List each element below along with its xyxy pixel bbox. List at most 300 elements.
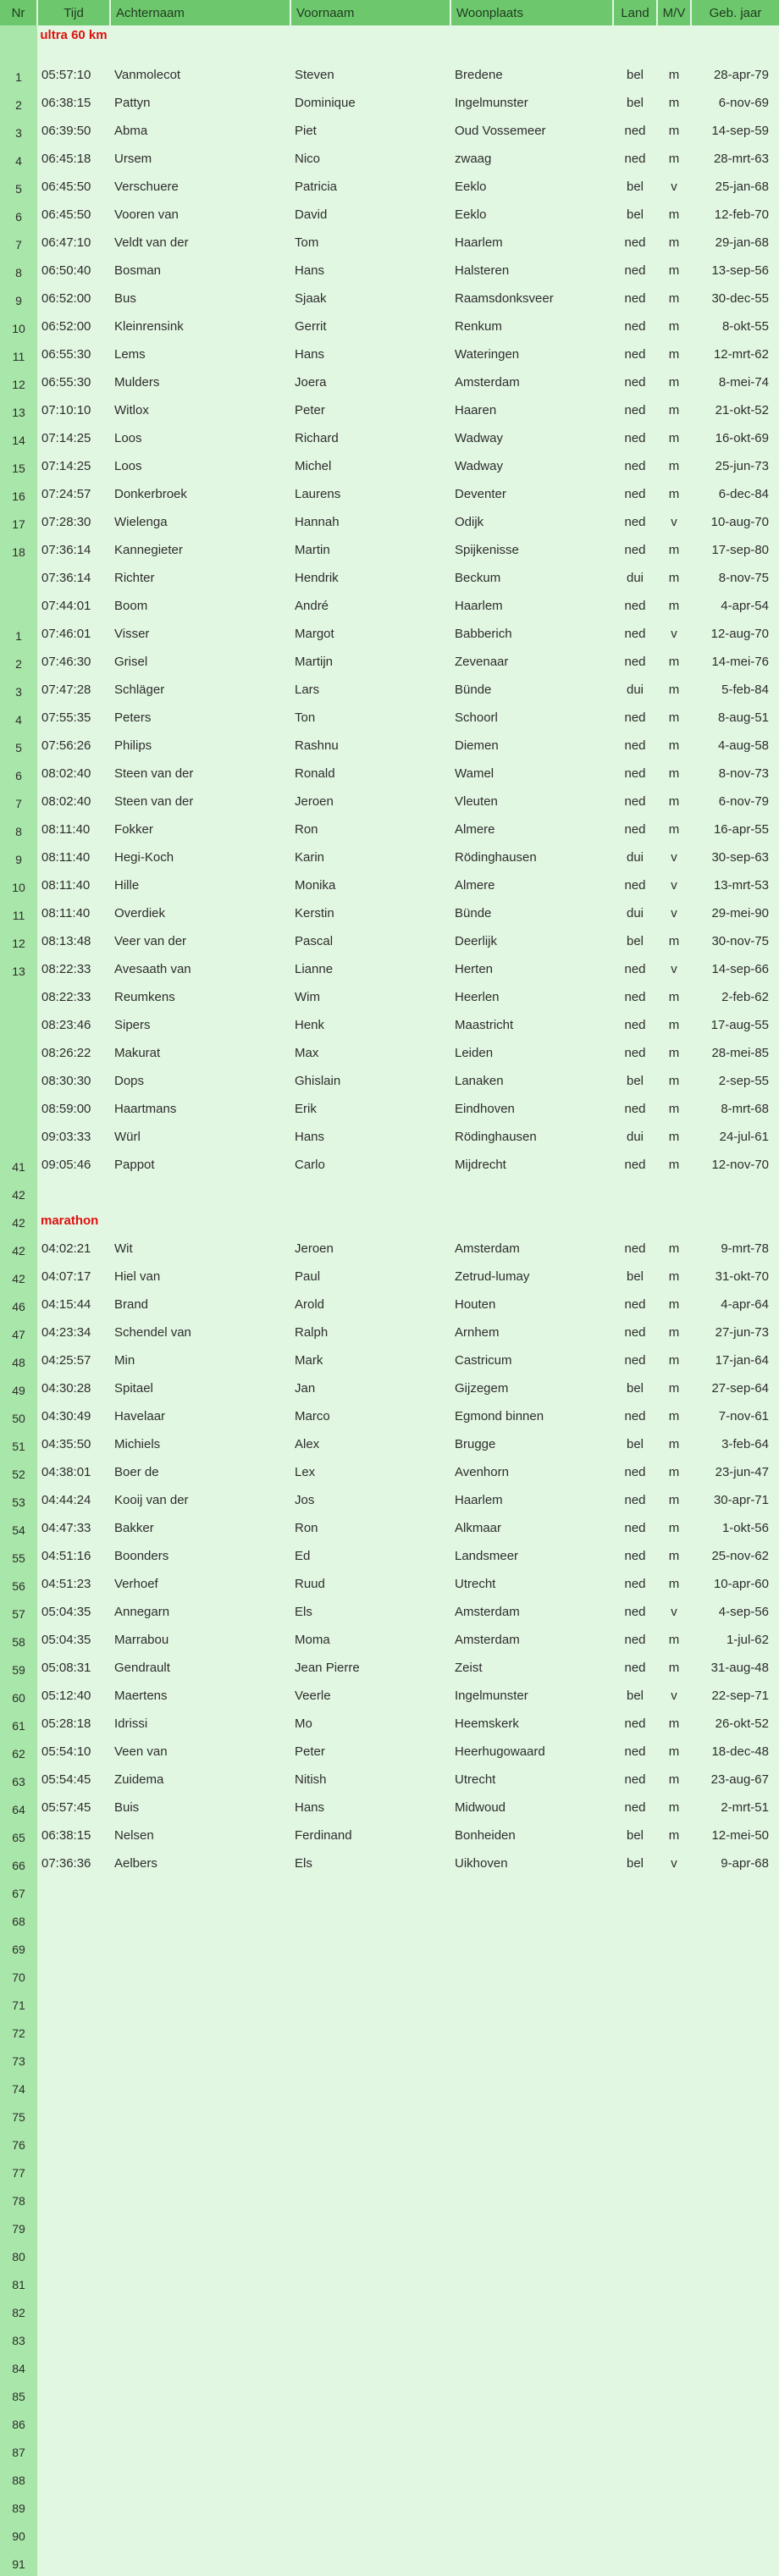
table-row [0, 285, 779, 312]
cell-achternaam: Dops [114, 1074, 145, 1088]
cell-achternaam: Kleinrensink [114, 319, 184, 334]
cell-nr: 75 [0, 2101, 37, 2129]
cell-voornaam: Mark [295, 1353, 323, 1368]
table-row [0, 1626, 779, 1654]
cell-tijd: 07:14:25 [41, 459, 91, 473]
cell-geb-jaar: 21-okt-52 [715, 403, 769, 417]
empty-cell [37, 1961, 779, 1989]
cell-mv: v [671, 850, 677, 865]
cell-land: ned [624, 403, 646, 417]
cell-tijd: 05:57:10 [41, 68, 91, 82]
empty-row [0, 2157, 779, 2185]
cell-woonplaats: Eindhoven [455, 1102, 515, 1116]
header-land: Land [613, 0, 657, 25]
cell-geb-jaar: 8-mei-74 [718, 375, 769, 390]
cell-achternaam: Hiel van [114, 1269, 161, 1284]
cell-land: dui [626, 1130, 644, 1144]
cell-nr: 50 [0, 1402, 37, 1430]
table-row [0, 1263, 779, 1291]
cell-tijd: 04:38:01 [41, 1465, 91, 1479]
cell-geb-jaar: 17-sep-80 [711, 543, 769, 557]
cell-mv: v [671, 878, 677, 893]
cell-woonplaats: Zevenaar [455, 655, 509, 669]
cell-voornaam: Peter [295, 403, 325, 417]
empty-row [0, 1933, 779, 1961]
cell-mv: v [671, 962, 677, 976]
cell-nr: 51 [0, 1430, 37, 1458]
cell-woonplaats: Haarlem [455, 599, 503, 613]
table-row [0, 145, 779, 173]
cell-tijd: 08:23:46 [41, 1018, 91, 1032]
cell-nr: 11 [0, 340, 37, 368]
empty-row [0, 2129, 779, 2157]
cell-geb-jaar: 29-mei-90 [711, 906, 769, 920]
table-row [0, 1598, 779, 1626]
cell-mv: m [668, 1353, 680, 1368]
cell-land: bel [626, 934, 644, 948]
cell-woonplaats: Almere [455, 878, 495, 893]
cell-tijd: 04:25:57 [41, 1353, 91, 1368]
cell-achternaam: Zuidema [114, 1772, 164, 1787]
cell-woonplaats: Castricum [455, 1353, 512, 1368]
cell-woonplaats: Ingelmunster [455, 1689, 528, 1703]
cell-voornaam: Jos [295, 1493, 315, 1507]
cell-tijd: 04:44:24 [41, 1493, 91, 1507]
cell-mv: m [668, 1577, 680, 1591]
cell-land: bel [626, 207, 644, 222]
cell-geb-jaar: 27-sep-64 [711, 1381, 769, 1396]
cell-tijd: 06:52:00 [41, 291, 91, 306]
cell-nr: 13 [0, 955, 37, 983]
cell-nr: 4 [0, 704, 37, 732]
cell-voornaam: Dominique [295, 96, 356, 110]
cell-voornaam: Tom [295, 235, 319, 250]
cell-achternaam: Havelaar [114, 1409, 166, 1423]
cell-achternaam: Vanmolecot [114, 68, 181, 82]
cell-geb-jaar: 2-feb-62 [721, 990, 769, 1004]
cell-woonplaats: Alkmaar [455, 1521, 502, 1535]
cell-nr: 13 [0, 396, 37, 424]
cell-tijd: 04:51:23 [41, 1577, 91, 1591]
table-row [0, 1794, 779, 1821]
cell-voornaam: Peter [295, 1744, 325, 1759]
cell-woonplaats: Bünde [455, 683, 492, 697]
cell-land: ned [624, 431, 646, 445]
empty-row [0, 2101, 779, 2129]
cell-woonplaats: Herten [455, 962, 494, 976]
cell-mv: m [668, 1297, 680, 1312]
cell-land: ned [624, 1661, 646, 1675]
cell-achternaam: Bus [114, 291, 136, 306]
cell-achternaam: Pappot [114, 1158, 155, 1172]
empty-row [0, 2548, 779, 2576]
cell-mv: m [668, 1409, 680, 1423]
cell-woonplaats: Amsterdam [455, 1241, 520, 1256]
cell-nr: 74 [0, 2073, 37, 2101]
cell-tijd: 09:05:46 [41, 1158, 91, 1172]
table-row [0, 396, 779, 424]
cell-land: bel [626, 180, 644, 194]
table-row [0, 1458, 779, 1486]
cell-woonplaats: Wateringen [455, 347, 520, 362]
cell-land: ned [624, 1241, 646, 1256]
cell-tijd: 04:07:17 [41, 1269, 91, 1284]
cell-mv: m [668, 1437, 680, 1451]
cell-woonplaats: Haaren [455, 403, 497, 417]
table-row [0, 1849, 779, 1877]
cell-woonplaats: Leiden [455, 1046, 494, 1060]
cell-nr: 42 [0, 1179, 37, 1207]
cell-voornaam: Kerstin [295, 906, 334, 920]
cell-tijd: 05:54:45 [41, 1772, 91, 1787]
empty-cell [37, 1905, 779, 1933]
cell-tijd: 08:26:22 [41, 1046, 91, 1060]
empty-cell [37, 1877, 779, 1905]
cell-voornaam: Wim [295, 990, 320, 1004]
cell-nr: 78 [0, 2185, 37, 2213]
cell-nr: 42 [0, 1263, 37, 1291]
empty-cell [110, 25, 779, 61]
cell-voornaam: Nitish [295, 1772, 327, 1787]
cell-geb-jaar: 17-aug-55 [710, 1018, 769, 1032]
cell-nr: 52 [0, 1458, 37, 1486]
cell-woonplaats: Diemen [455, 738, 499, 753]
cell-woonplaats: Arnhem [455, 1325, 500, 1340]
cell-voornaam: Gerrit [295, 319, 327, 334]
table-row [0, 1654, 779, 1682]
empty-cell [37, 1179, 779, 1207]
empty-row [0, 2408, 779, 2436]
cell-mv: m [668, 571, 680, 585]
cell-tijd: 08:22:33 [41, 962, 91, 976]
cell-nr: 3 [0, 676, 37, 704]
cell-tijd: 04:02:21 [41, 1241, 91, 1256]
cell-nr: 6 [0, 201, 37, 229]
cell-tijd: 07:36:36 [41, 1856, 91, 1871]
table-row [0, 1766, 779, 1794]
empty-cell [37, 2045, 779, 2073]
empty-cell [37, 2297, 779, 2324]
cell-geb-jaar: 5-feb-84 [721, 683, 769, 697]
cell-achternaam: Schläger [114, 683, 165, 697]
cell-woonplaats: Utrecht [455, 1772, 496, 1787]
cell-mv: m [668, 1521, 680, 1535]
cell-geb-jaar: 12-mei-50 [711, 1828, 769, 1843]
cell-tijd: 05:04:35 [41, 1633, 91, 1647]
cell-land: ned [624, 1493, 646, 1507]
cell-land: dui [626, 683, 644, 697]
table-row [0, 788, 779, 815]
cell-geb-jaar: 30-apr-71 [713, 1493, 769, 1507]
cell-voornaam: Sjaak [295, 291, 327, 306]
cell-tijd: 06:50:40 [41, 263, 91, 278]
cell-woonplaats: Rödinghausen [455, 1130, 537, 1144]
cell-woonplaats: Zeist [455, 1661, 483, 1675]
cell-mv: m [668, 1800, 680, 1815]
cell-mv: m [668, 934, 680, 948]
table-row [0, 1821, 779, 1849]
cell-achternaam: Visser [114, 627, 150, 641]
cell-voornaam: Nico [295, 152, 321, 166]
table-row [0, 899, 779, 927]
cell-woonplaats: Deerlijk [455, 934, 498, 948]
empty-row [0, 2324, 779, 2352]
cell-achternaam: Veen van [114, 1744, 168, 1759]
cell-achternaam: Mulders [114, 375, 160, 390]
cell-woonplaats: Brugge [455, 1437, 496, 1451]
cell-mv: m [668, 207, 680, 222]
cell-achternaam: Verschuere [114, 180, 179, 194]
cell-geb-jaar: 6-nov-69 [718, 96, 769, 110]
cell-nr: 5 [0, 173, 37, 201]
cell-land: ned [624, 1800, 646, 1815]
cell-woonplaats: Zetrud-lumay [455, 1269, 530, 1284]
empty-row [0, 2520, 779, 2548]
cell-woonplaats: Bonheiden [455, 1828, 516, 1843]
cell-woonplaats: Egmond binnen [455, 1409, 544, 1423]
cell-geb-jaar: 31-okt-70 [715, 1269, 769, 1284]
cell-tijd: 04:30:49 [41, 1409, 91, 1423]
section-title-row [0, 1207, 779, 1235]
cell-geb-jaar: 31-aug-48 [710, 1661, 769, 1675]
empty-row [0, 1877, 779, 1905]
cell-nr: 80 [0, 2241, 37, 2269]
cell-woonplaats: Heerlen [455, 990, 500, 1004]
cell-tijd: 04:15:44 [41, 1297, 91, 1312]
cell-land: ned [624, 1633, 646, 1647]
cell-woonplaats: Schoorl [455, 710, 498, 725]
cell-voornaam: Ton [295, 710, 316, 725]
cell-mv: m [668, 794, 680, 809]
cell-achternaam: Min [114, 1353, 135, 1368]
cell-achternaam: Philips [114, 738, 152, 753]
cell-mv: m [668, 990, 680, 1004]
table-row [0, 1430, 779, 1458]
cell-land: ned [624, 990, 646, 1004]
empty-row [0, 1961, 779, 1989]
cell-geb-jaar: 13-sep-56 [711, 263, 769, 278]
cell-geb-jaar: 8-nov-73 [718, 766, 769, 781]
cell-achternaam: Avesaath van [114, 962, 191, 976]
cell-nr [0, 1039, 37, 1067]
cell-woonplaats: Amsterdam [455, 1605, 520, 1619]
cell-woonplaats: zwaag [455, 152, 492, 166]
cell-voornaam: Els [295, 1856, 312, 1871]
cell-nr: 49 [0, 1374, 37, 1402]
cell-tijd: 06:45:50 [41, 207, 91, 222]
cell-achternaam: Michiels [114, 1437, 161, 1451]
cell-geb-jaar: 4-apr-64 [721, 1297, 769, 1312]
cell-mv: m [668, 1325, 680, 1340]
table-row [0, 1011, 779, 1039]
empty-row [0, 2045, 779, 2073]
cell-nr: 73 [0, 2045, 37, 2073]
cell-woonplaats: Oud Vossemeer [455, 124, 546, 138]
cell-land: ned [624, 962, 646, 976]
cell-tijd: 07:14:25 [41, 431, 91, 445]
cell-woonplaats: Bredene [455, 68, 503, 82]
cell-mv: m [668, 291, 680, 306]
cell-achternaam: Overdiek [114, 906, 166, 920]
cell-mv: m [668, 152, 680, 166]
cell-nr: 71 [0, 1989, 37, 2017]
cell-mv: m [668, 319, 680, 334]
cell-mv: m [668, 375, 680, 390]
cell-mv: v [671, 515, 677, 529]
cell-achternaam: Wit [114, 1241, 133, 1256]
cell-mv: m [668, 1549, 680, 1563]
cell-land: ned [624, 152, 646, 166]
cell-tijd: 04:23:34 [41, 1325, 91, 1340]
cell-land: ned [624, 319, 646, 334]
cell-land: dui [626, 906, 644, 920]
cell-voornaam: Pascal [295, 934, 334, 948]
cell-nr: 54 [0, 1514, 37, 1542]
table-row [0, 61, 779, 89]
cell-nr: 47 [0, 1318, 37, 1346]
cell-voornaam: Hans [295, 1130, 325, 1144]
cell-nr: 55 [0, 1542, 37, 1570]
cell-voornaam: Moma [295, 1633, 330, 1647]
cell-nr: 63 [0, 1766, 37, 1794]
cell-woonplaats: Ingelmunster [455, 96, 528, 110]
cell-woonplaats: Vleuten [455, 794, 498, 809]
cell-nr: 12 [0, 368, 37, 396]
cell-voornaam: Paul [295, 1269, 321, 1284]
cell-nr: 81 [0, 2269, 37, 2297]
cell-nr: 85 [0, 2380, 37, 2408]
cell-tijd: 07:44:01 [41, 599, 91, 613]
cell-nr: 56 [0, 1570, 37, 1598]
cell-land: bel [626, 1689, 644, 1703]
cell-voornaam: Jeroen [295, 794, 334, 809]
cell-land: ned [624, 1744, 646, 1759]
cell-voornaam: Jan [295, 1381, 316, 1396]
cell-voornaam: Steven [295, 68, 334, 82]
empty-row [0, 2297, 779, 2324]
cell-geb-jaar: 23-aug-67 [710, 1772, 769, 1787]
cell-mv: v [671, 180, 677, 194]
cell-voornaam: Ed [295, 1549, 311, 1563]
table-row [0, 592, 779, 620]
cell-nr [0, 983, 37, 1011]
cell-geb-jaar: 12-mrt-62 [713, 347, 769, 362]
cell-geb-jaar: 1-jul-62 [726, 1633, 769, 1647]
cell-achternaam: Nelsen [114, 1828, 154, 1843]
cell-land: bel [626, 1269, 644, 1284]
cell-voornaam: Els [295, 1605, 312, 1619]
cell-nr: 66 [0, 1849, 37, 1877]
cell-achternaam: Makurat [114, 1046, 161, 1060]
cell-nr: 76 [0, 2129, 37, 2157]
cell-achternaam: Boom [114, 599, 148, 613]
cell-mv: m [668, 1269, 680, 1284]
cell-achternaam: Abma [114, 124, 148, 138]
table-row [0, 312, 779, 340]
cell-geb-jaar: 25-jun-73 [715, 459, 769, 473]
cell-land: ned [624, 1549, 646, 1563]
cell-land: dui [626, 850, 644, 865]
cell-land: ned [624, 1577, 646, 1591]
cell-woonplaats: Wadway [455, 459, 503, 473]
cell-mv: v [671, 1856, 677, 1871]
cell-woonplaats: Mijdrecht [455, 1158, 506, 1172]
cell-nr [0, 564, 37, 592]
cell-woonplaats: Lanaken [455, 1074, 504, 1088]
cell-tijd: 06:38:15 [41, 1828, 91, 1843]
cell-land: ned [624, 515, 646, 529]
cell-mv: m [668, 431, 680, 445]
cell-mv: m [668, 459, 680, 473]
cell-tijd: 06:38:15 [41, 96, 91, 110]
cell-nr: 42 [0, 1207, 37, 1235]
cell-nr: 2 [0, 89, 37, 117]
empty-row [0, 1905, 779, 1933]
cell-geb-jaar: 4-apr-54 [721, 599, 769, 613]
cell-nr: 10 [0, 871, 37, 899]
cell-geb-jaar: 25-jan-68 [715, 180, 769, 194]
cell-geb-jaar: 3-feb-64 [721, 1437, 769, 1451]
table-row [0, 871, 779, 899]
cell-land: ned [624, 291, 646, 306]
cell-mv: m [668, 683, 680, 697]
table-row [0, 1486, 779, 1514]
cell-nr: 53 [0, 1486, 37, 1514]
cell-achternaam: Steen van der [114, 766, 194, 781]
table-row [0, 1402, 779, 1430]
cell-tijd: 06:39:50 [41, 124, 91, 138]
cell-geb-jaar: 7-nov-61 [718, 1409, 769, 1423]
cell-woonplaats: Avenhorn [455, 1465, 509, 1479]
cell-tijd: 08:11:40 [41, 906, 91, 920]
empty-cell [37, 2464, 779, 2492]
empty-cell [37, 2017, 779, 2045]
cell-nr: 91 [0, 2548, 37, 2576]
cell-nr: 61 [0, 1710, 37, 1738]
cell-voornaam: Alex [295, 1437, 320, 1451]
cell-woonplaats: Almere [455, 822, 495, 837]
section-title-row [0, 25, 779, 61]
cell-nr: 12 [0, 927, 37, 955]
cell-tijd: 07:28:30 [41, 515, 91, 529]
empty-cell [37, 1989, 779, 2017]
empty-row [0, 2017, 779, 2045]
cell-nr: 11 [0, 899, 37, 927]
cell-achternaam: Haartmans [114, 1102, 177, 1116]
cell-tijd: 04:51:16 [41, 1549, 91, 1563]
cell-nr: 46 [0, 1291, 37, 1318]
cell-land: ned [624, 627, 646, 641]
cell-nr: 9 [0, 285, 37, 312]
cell-tijd: 05:04:35 [41, 1605, 91, 1619]
cell-mv: m [668, 766, 680, 781]
cell-achternaam: Aelbers [114, 1856, 157, 1871]
empty-cell [37, 2492, 779, 2520]
cell-voornaam: Lex [295, 1465, 316, 1479]
cell-mv: v [671, 1689, 677, 1703]
cell-nr: 2 [0, 648, 37, 676]
cell-geb-jaar: 8-nov-75 [718, 571, 769, 585]
cell-woonplaats: Utrecht [455, 1577, 496, 1591]
cell-achternaam: Vooren van [114, 207, 179, 222]
cell-voornaam: Laurens [295, 487, 341, 501]
cell-land: bel [626, 1074, 644, 1088]
cell-nr [0, 1095, 37, 1123]
cell-geb-jaar: 10-apr-60 [713, 1577, 769, 1591]
cell-tijd: 07:46:01 [41, 627, 91, 641]
cell-tijd: 05:08:31 [41, 1661, 91, 1675]
cell-nr: 10 [0, 312, 37, 340]
